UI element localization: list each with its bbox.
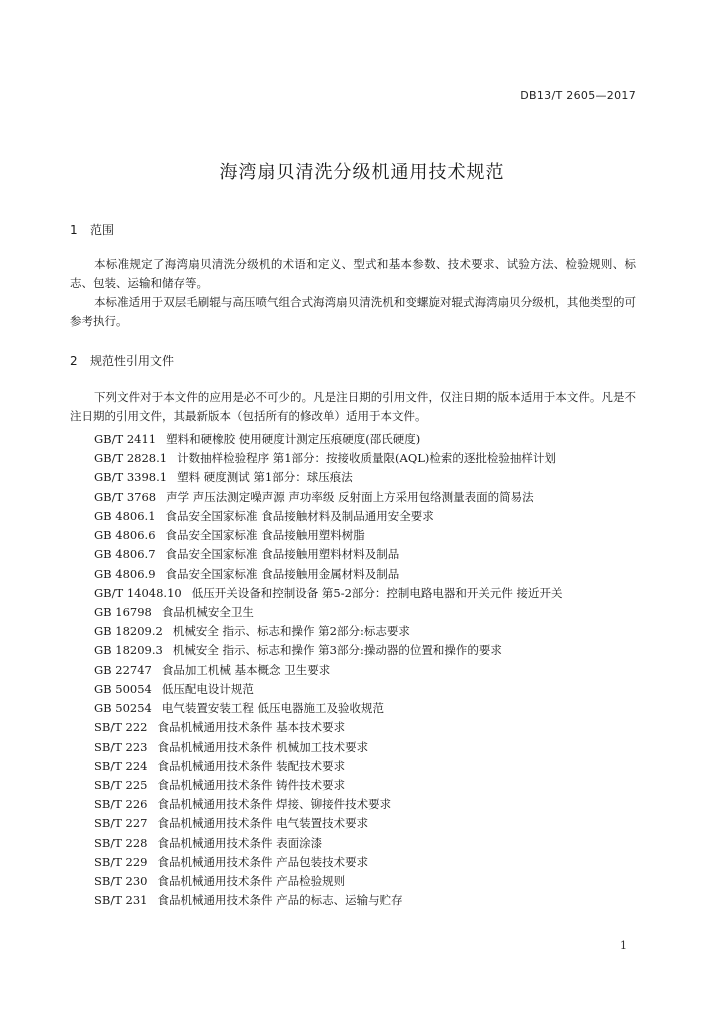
- scope-paragraph-1: 本标准规定了海湾扇贝清洗分级机的术语和定义、型式和基本参数、技术要求、试验方法、检验规则、标志、包装、运输和储存等。: [70, 257, 636, 290]
- reference-title: 食品机械通用技术条件 产品检验规则: [157, 874, 346, 889]
- reference-title: 食品机械通用技术条件 产品的标志、运输与贮存: [157, 893, 403, 908]
- reference-title: 食品机械通用技术条件 铸件技术要求: [157, 777, 346, 792]
- reference-title: 机械安全 指示、标志和操作 第2部分:标志要求: [172, 624, 410, 639]
- section-1-heading: [70, 221, 114, 238]
- reference-title: 食品机械通用技术条件 装配技术要求: [157, 758, 346, 773]
- document-title: 海湾扇贝清洗分级机通用技术规范: [219, 162, 505, 183]
- reference-title: 低压配电设计规范: [161, 681, 254, 696]
- reference-item: [94, 488, 654, 507]
- reference-code: SB/T 229: [94, 854, 148, 869]
- reference-code: GB 4806.6: [94, 528, 156, 543]
- reference-title: 塑料 硬度测试 第1部分：球压痕法: [177, 470, 353, 485]
- reference-item: [94, 661, 654, 680]
- reference-title: 食品安全国家标准 食品接触用塑料树脂: [165, 528, 365, 543]
- reference-code: GB 4806.7: [94, 547, 156, 562]
- reference-title: 食品安全国家标准 食品接触用金属材料及制品: [165, 566, 400, 581]
- reference-code: GB 50254: [94, 701, 152, 716]
- reference-item: [94, 507, 654, 526]
- section-number: 1: [70, 223, 78, 237]
- reference-code: SB/T 222: [94, 720, 148, 735]
- reference-title: 食品机械通用技术条件 焊接、铆接件技术要求: [157, 797, 392, 812]
- reference-code: GB 16798: [94, 604, 152, 619]
- reference-title: 机械安全 指示、标志和操作 第3部分:操动器的位置和操作的要求: [172, 643, 502, 658]
- reference-code: GB/T 3768: [94, 489, 157, 504]
- reference-item: [94, 872, 654, 891]
- reference-title: 声学 声压法测定噪声源 声功率级 反射面上方采用包络测量表面的简易法: [166, 489, 534, 504]
- reference-item: [94, 776, 654, 795]
- reference-code: GB 4806.9: [94, 566, 156, 581]
- section-title: 规范性引用文件: [90, 354, 175, 368]
- reference-item: [94, 641, 654, 660]
- page-number: 1: [620, 939, 627, 952]
- reference-item: [94, 680, 654, 699]
- reference-item: [94, 834, 654, 853]
- reference-code: SB/T 225: [94, 777, 148, 792]
- reference-title: 食品安全国家标准 食品接触材料及制品通用安全要求: [165, 508, 434, 523]
- reference-code: GB 18209.3: [94, 643, 163, 658]
- reference-item: [94, 622, 654, 641]
- reference-item: [94, 699, 654, 718]
- reference-item: [94, 814, 654, 833]
- reference-code: SB/T 223: [94, 739, 148, 754]
- reference-code: GB/T 3398.1: [94, 470, 168, 485]
- reference-title: 塑料和硬橡胶 使用硬度计测定压痕硬度(邵氏硬度): [166, 432, 421, 446]
- reference-code: GB 22747: [94, 662, 152, 677]
- reference-code: SB/T 224: [94, 758, 148, 773]
- reference-item: [94, 565, 654, 584]
- reference-code: GB/T 2828.1: [94, 451, 168, 466]
- reference-code: GB 18209.2: [94, 624, 163, 639]
- reference-item: [94, 853, 654, 872]
- reference-item: [94, 584, 654, 603]
- reference-title: 低压开关设备和控制设备 第5-2部分：控制电路电器和开关元件 接近开关: [191, 585, 563, 600]
- scope-paragraph-2: 本标准适用于双层毛刷辊与高压喷气组合式海湾扇贝清洗机和变螺旋对辊式海湾扇贝分级机，其他类型的可参考执行。: [70, 295, 636, 328]
- reference-item: [94, 757, 654, 776]
- reference-title: 食品机械通用技术条件 表面涂漆: [157, 835, 323, 850]
- reference-code: SB/T 227: [94, 816, 148, 831]
- section-2-heading: [70, 352, 174, 369]
- reference-code: SB/T 231: [94, 893, 148, 908]
- section-title: 范围: [90, 223, 115, 237]
- reference-item: [94, 449, 654, 468]
- reference-code: SB/T 228: [94, 835, 148, 850]
- reference-item: [94, 738, 654, 757]
- standard-code-header: DB13/T 2605—2017: [520, 89, 636, 102]
- reference-title: 食品机械通用技术条件 机械加工技术要求: [157, 739, 369, 754]
- reference-code: GB 50054: [94, 681, 152, 696]
- reference-item: [94, 468, 654, 487]
- reference-code: SB/T 230: [94, 874, 148, 889]
- reference-title: 食品机械通用技术条件 电气装置技术要求: [157, 816, 369, 831]
- reference-item: [94, 430, 654, 449]
- reference-title: 食品加工机械 基本概念 卫生要求: [161, 662, 331, 677]
- reference-code: GB/T 2411: [94, 432, 157, 446]
- reference-item: [94, 526, 654, 545]
- reference-item: [94, 603, 654, 622]
- reference-title: 食品机械通用技术条件 产品包装技术要求: [157, 854, 369, 869]
- reference-code: GB 4806.1: [94, 508, 156, 523]
- reference-item: [94, 795, 654, 814]
- section-number: 2: [70, 354, 78, 368]
- reference-title: 计数抽样检验程序 第1部分：按接收质量限(AQL)检索的逐批检验抽样计划: [177, 451, 556, 466]
- reference-title: 食品机械安全卫生: [161, 604, 254, 619]
- reference-item: [94, 545, 654, 564]
- reference-code: GB/T 14048.10: [94, 585, 182, 600]
- reference-title: 电气装置安装工程 低压电器施工及验收规范: [161, 701, 385, 716]
- reference-item: [94, 891, 654, 910]
- references-intro-paragraph: 下列文件对于本文件的应用是必不可少的。凡是注日期的引用文件，仅注日期的版本适用于本文件。凡是不注日期的引用文件，其最新版本（包括所有的修改单）适用于本文件。: [70, 390, 636, 423]
- reference-code: SB/T 226: [94, 797, 148, 812]
- reference-title: 食品安全国家标准 食品接触用塑料材料及制品: [165, 547, 400, 562]
- normative-references-list: [94, 430, 654, 910]
- reference-title: 食品机械通用技术条件 基本技术要求: [157, 720, 346, 735]
- reference-item: [94, 718, 654, 737]
